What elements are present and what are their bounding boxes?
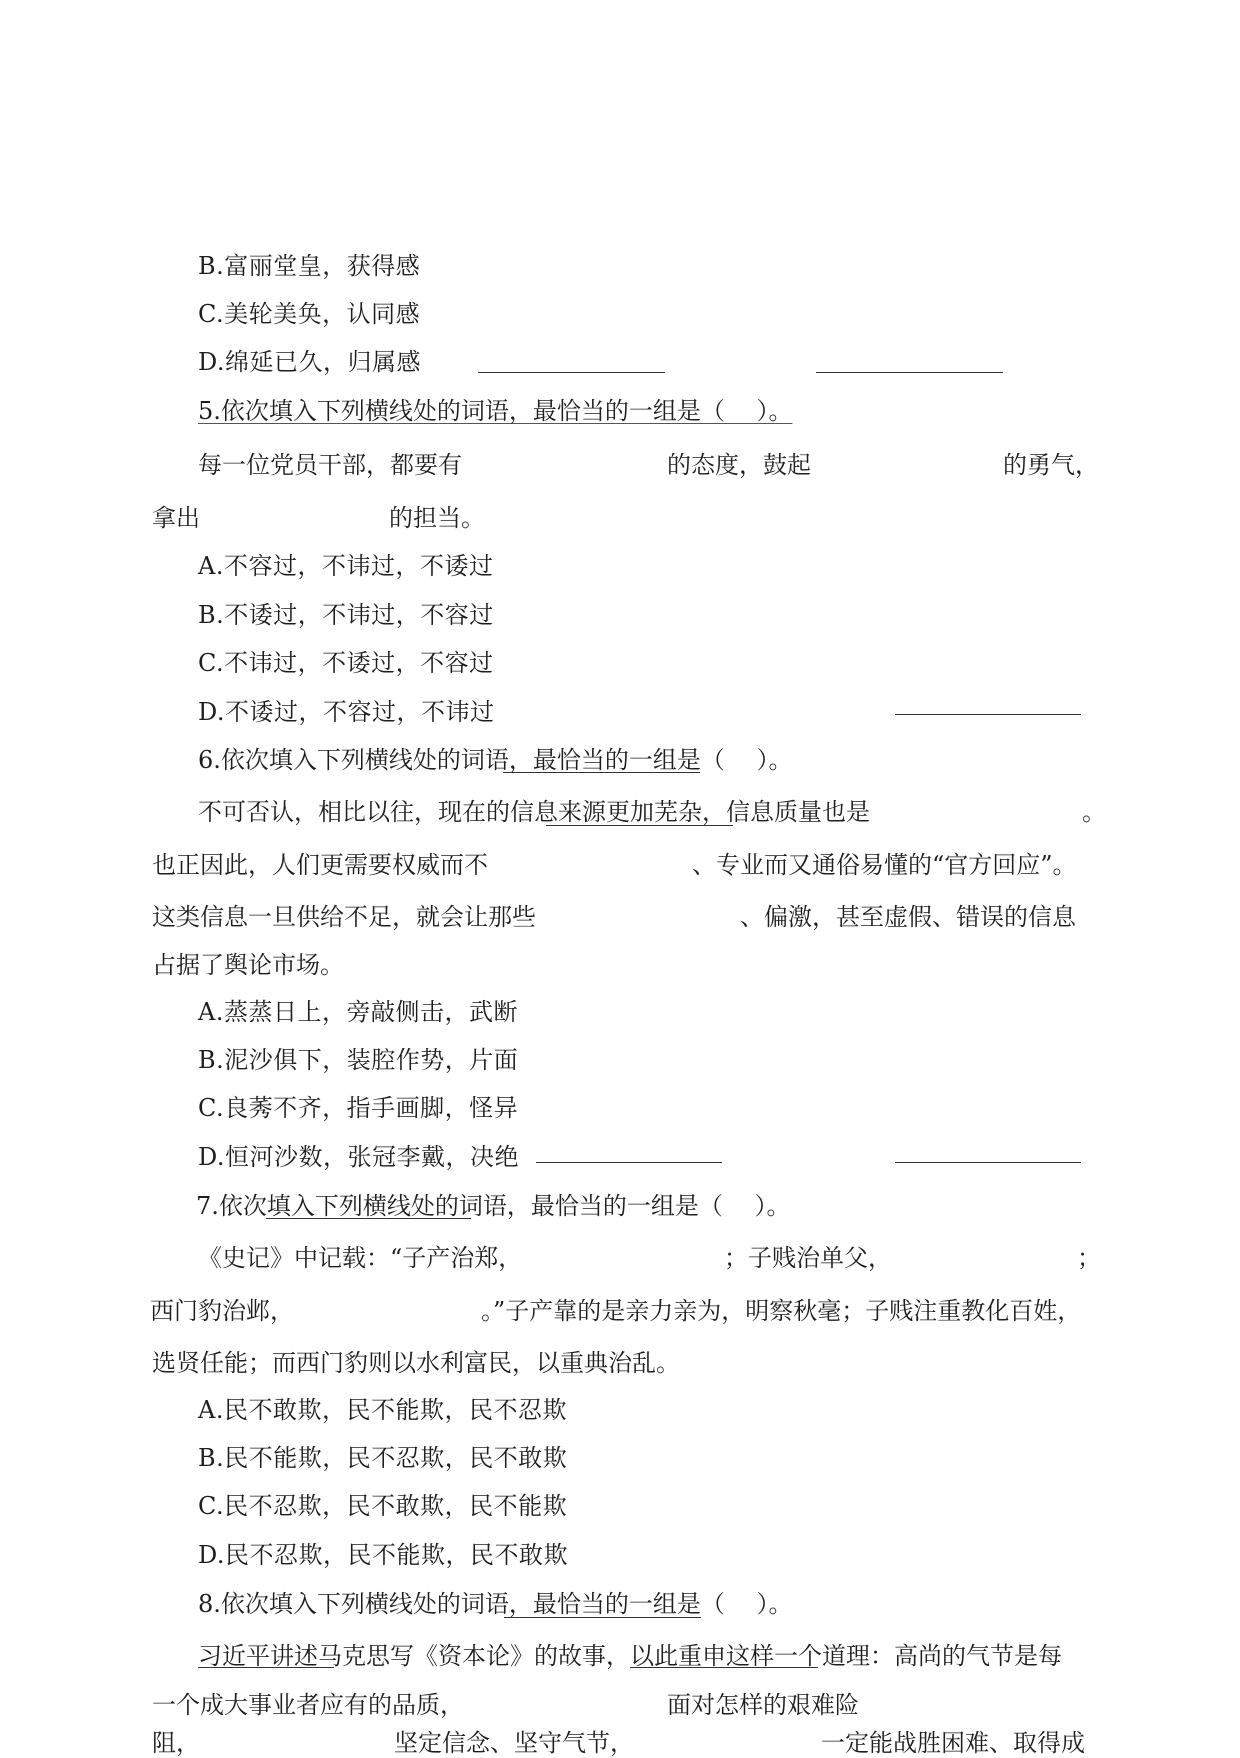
stray-rule (198, 1667, 334, 1668)
q8-passage-line-3-mid: 坚定信念、坚守气节， (394, 1729, 634, 1757)
q7-passage-line-1-end: ； (1077, 1244, 1101, 1272)
q7-passage-line-1-mid: ；子贱治单父， (724, 1244, 892, 1272)
q6-passage-line-1: 不可否认，相比以往，现在的信息来源更加芜杂，信息质量也是 (198, 798, 870, 826)
q5-passage-line-1c: 的勇气， (1003, 451, 1099, 479)
stray-rule (266, 1218, 471, 1219)
q5-option-a: A.不容过，不讳过，不诿过 (198, 552, 494, 580)
q5-passage-line-2a: 拿出 (152, 504, 200, 532)
q6-option-c: C.良莠不齐，指手画脚，怪异 (198, 1094, 519, 1122)
q4-option-b: B.富丽堂皇，获得感 (198, 252, 421, 280)
q6-passage-line-3-end: 、偏激，甚至虚假、错误的信息 (740, 903, 1076, 931)
q5-passage-line-1a: 每一位党员干部，都要有 (198, 451, 462, 479)
q7-option-a: A.民不敢欺，民不能欺，民不忍欺 (198, 1396, 567, 1424)
stray-rule (504, 1617, 701, 1618)
q5-stem: 5.依次填入下列横线处的词语，最恰当的一组是（ ）。 (198, 397, 793, 425)
q7-passage-line-2: 西门豹治邺， (150, 1297, 294, 1325)
stray-rule (536, 1162, 722, 1163)
q6-passage-line-1-end: 。 (1082, 798, 1106, 826)
q4-option-d: D.绵延已久，归属感 (198, 348, 422, 376)
q6-stem: 6.依次填入下列横线处的词语，最恰当的一组是（ ）。 (198, 746, 793, 774)
q6-passage-line-3: 这类信息一旦供给不足，就会让那些 (152, 903, 536, 931)
q8-passage-line-2-end: 面对怎样的艰难险 (667, 1691, 859, 1719)
q7-option-b: B.民不能欺，民不忍欺，民不敢欺 (198, 1444, 568, 1472)
q5-option-c: C.不讳过，不诿过，不容过 (198, 649, 494, 677)
q7-option-d: D.民不忍欺，民不能欺，民不敢欺 (198, 1541, 569, 1569)
q6-option-d: D.恒河沙数，张冠李戴，决绝 (198, 1143, 520, 1171)
q5-option-b: B.不诿过，不讳过，不容过 (198, 601, 494, 629)
q8-passage-line-3: 阻， (152, 1729, 200, 1757)
q8-passage-line-1: 习近平讲述马克思写《资本论》的故事，以此重申这样一个道理：高尚的气节是每 (198, 1642, 1062, 1670)
stray-rule (478, 372, 665, 373)
q6-passage-line-2-end: 、专业而又通俗易懂的“官方回应”。 (692, 851, 1077, 879)
stray-rule (895, 714, 1081, 715)
q7-passage-line-2-end: 。”子产靠的是亲力亲为，明察秋毫；子贱注重教化百姓， (481, 1297, 1082, 1325)
q6-option-a: A.蒸蒸日上，旁敲侧击，武断 (198, 998, 518, 1026)
stray-rule (503, 772, 700, 773)
q7-passage-line-3: 选贤任能；而西门豹则以水利富民，以重典治乱。 (152, 1349, 680, 1377)
stray-rule (816, 372, 1003, 373)
q6-passage-line-4: 占据了舆论市场。 (152, 951, 344, 979)
stray-rule (630, 1667, 818, 1668)
q7-passage-line-1: 《史记》中记载：“子产治郑， (198, 1244, 523, 1272)
q7-stem: 7.依次填入下列横线处的词语，最恰当的一组是（ ）。 (196, 1192, 791, 1220)
stray-rule (546, 825, 733, 826)
q8-passage-line-3-end: 一定能战胜困难、取得成 (821, 1729, 1085, 1757)
q8-stem: 8.依次填入下列横线处的词语，最恰当的一组是（ ）。 (198, 1590, 793, 1618)
q5-option-d: D.不诿过，不容过，不讳过 (198, 698, 495, 726)
q4-option-c: C.美轮美奂，认同感 (198, 300, 421, 328)
q6-passage-line-2: 也正因此，人们更需要权威而不 (152, 851, 488, 879)
q5-passage-line-2b: 的担当。 (389, 504, 485, 532)
q5-passage-line-1b: 的态度，鼓起 (667, 451, 811, 479)
q7-option-c: C.民不忍欺，民不敢欺，民不能欺 (198, 1492, 568, 1520)
stray-rule (895, 1162, 1081, 1163)
q6-option-b: B.泥沙俱下，装腔作势，片面 (198, 1046, 519, 1074)
q8-passage-line-2: 一个成大事业者应有的品质， (152, 1691, 464, 1719)
